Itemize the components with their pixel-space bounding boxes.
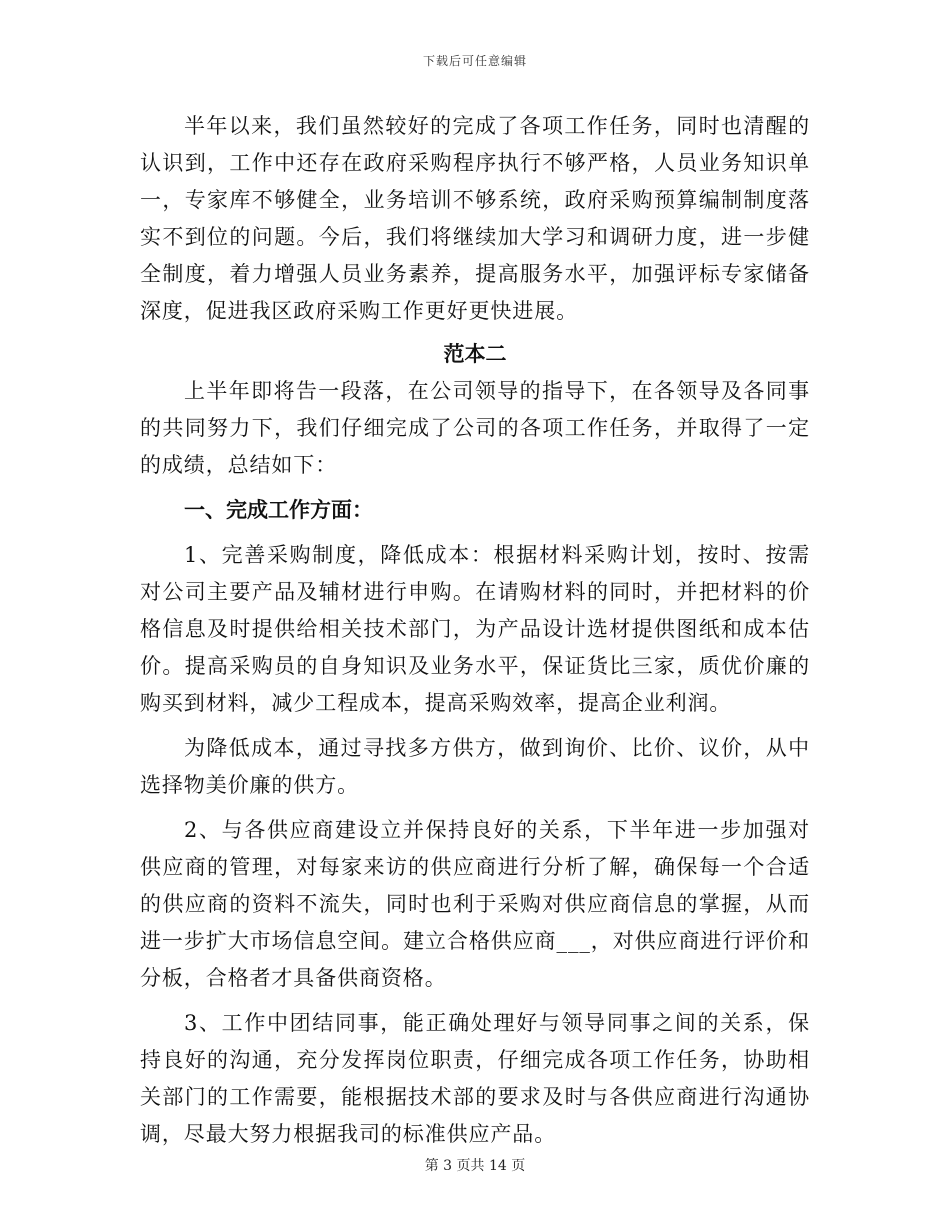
section-title: 范本二 (443, 342, 507, 366)
document-body (140, 108, 810, 1153)
paragraph-item-1: 1、完善采购制度，降低成本：根据材料采购计划，按时、按需对公司主要产品及辅材进行申购。在请购材料的同时，并把材料的价格信息及时提供给相关技术部门，为产品设计选材提供图纸和成本估价。提高采购员的自身知识及业务水平，保证货比三家，质优价廉的购买到材料，减少工程成本，提高采购效率，提高企业利润。 (140, 543, 810, 715)
paragraph-cost: 为降低成本，通过寻找多方供方，做到询价、比价、议价，从中选择物美价廉的供方。 (140, 736, 810, 797)
paragraph-intro: 上半年即将告一段落，在公司领导的指导下，在各领导及各同事的共同努力下，我们仔细完成了公司的各项工作任务，并取得了一定的成绩，总结如下： (140, 379, 810, 477)
paragraph-item-2: 2、与各供应商建设立并保持良好的关系，下半年进一步加强对供应商的管理，对每家来访的供应商进行分析了解，确保每一个合适的供应商的资料不流失，同时也利于采购对供应商信息的掌握，从而进一步扩大市场信息空间。建立合格供应商___，对供应商进行评价和分板，合格者才具备供商资格。 (140, 818, 810, 990)
section-heading: 一、完成工作方面： (184, 498, 373, 522)
page-footer: 第 3 页共 14 页 (424, 1158, 526, 1174)
page-header: 下载后可任意编辑 (422, 54, 527, 68)
paragraph-item-3: 3、工作中团结同事，能正确处理好与领导同事之间的关系，保持良好的沟通，充分发挥岗位职责，仔细完成各项工作任务，协助相关部门的工作需要，能根据技术部的要求及时与各供应商进行沟通协调，尽最大努力根据我司的标准供应产品。 (140, 1011, 810, 1146)
paragraph-summary: 半年以来，我们虽然较好的完成了各项工作任务，同时也清醒的认识到，工作中还存在政府采购程序执行不够严格，人员业务知识单一，专家库不够健全，业务培训不够系统，政府采购预算编制制度落实不到位的问题。今后，我们将继续加大学习和调研力度，进一步健全制度，着力增强人员业务素养，提高服务水平，加强评标专家储备深度，促进我区政府采购工作更好更快进展。 (140, 114, 810, 323)
